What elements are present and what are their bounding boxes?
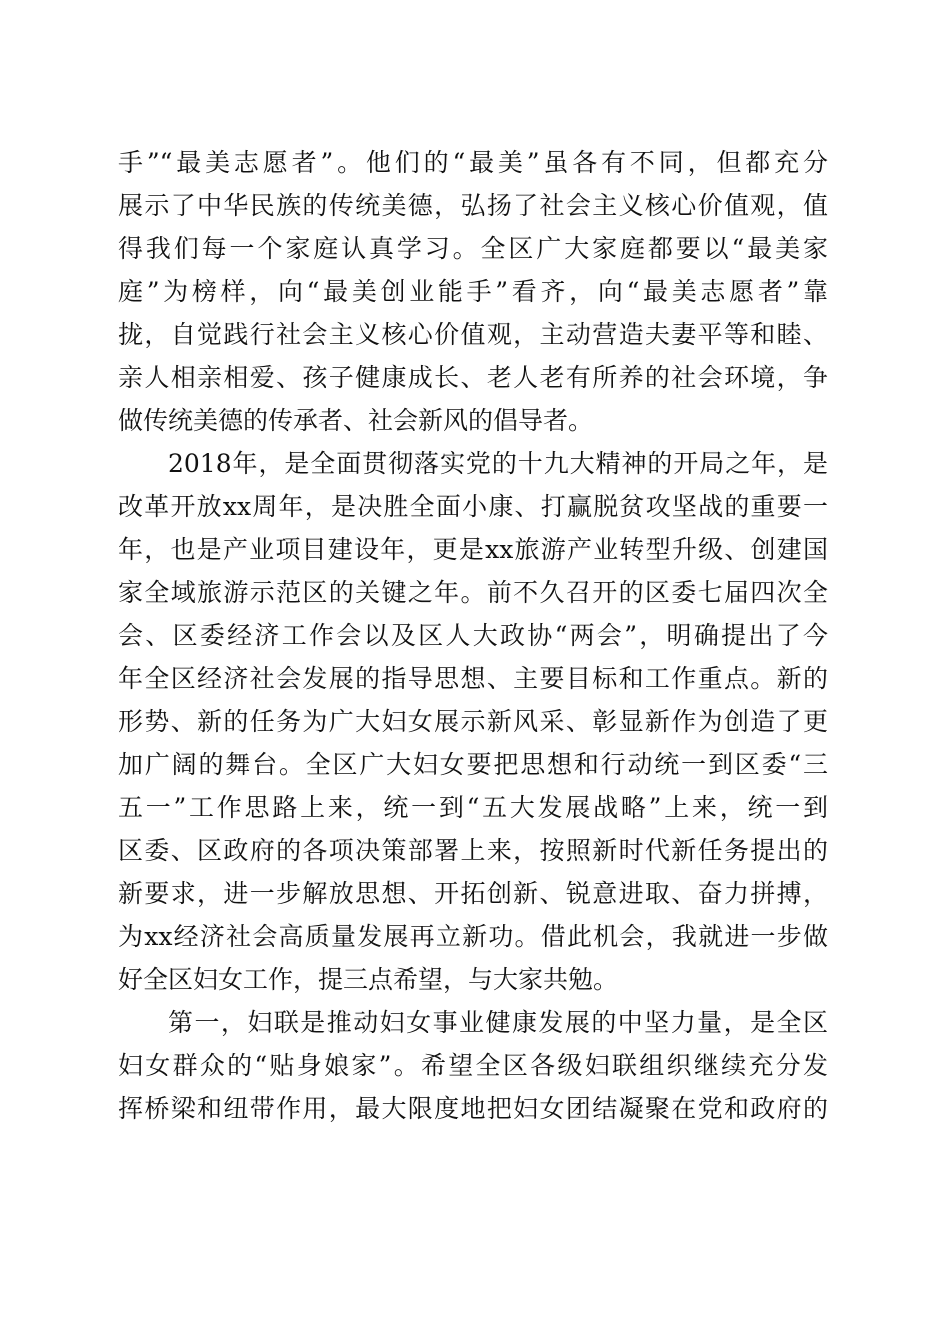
paragraph-2-line-12: 为xx经济社会高质量发展再立新功。借此机会，我就进一步做 — [118, 922, 828, 951]
paragraph-3-line-3: 挥桥梁和纽带作用，最大限度地把妇女团结凝聚在党和政府的 — [118, 1094, 828, 1123]
paragraph-2-line-7: 形势、新的任务为广大妇女展示新风采、彰显新作为创造了更 — [118, 707, 828, 736]
paragraph-1-line-5: 拢，自觉践行社会主义核心价值观，主动营造夫妻平等和睦、 — [118, 320, 828, 349]
paragraph-1-line-2: 展示了中华民族的传统美德，弘扬了社会主义核心价值观，值 — [118, 191, 828, 220]
paragraph-1-line-7: 做传统美德的传承者、社会新风的倡导者。 — [118, 406, 594, 435]
paragraph-2-line-10: 区委、区政府的各项决策部署上来，按照新时代新任务提出的 — [118, 836, 828, 865]
paragraph-2-line-13: 好全区妇女工作，提三点希望，与大家共勉。 — [118, 965, 619, 994]
paragraph-2-line-4: 家全域旅游示范区的关键之年。前不久召开的区委七届四次全 — [118, 578, 828, 607]
paragraph-2-line-9: 五一”工作思路上来，统一到“五大发展战略”上来，统一到 — [118, 793, 828, 822]
paragraph-3-line-2: 妇女群众的“贴身娘家”。希望全区各级妇联组织继续充分发 — [118, 1051, 828, 1080]
paragraph-1-line-6: 亲人相亲相爱、孩子健康成长、老人老有所养的社会环境，争 — [118, 363, 828, 392]
paragraph-2-line-1: 2018年，是全面贯彻落实党的十九大精神的开局之年，是 — [168, 449, 828, 478]
paragraph-2-line-3: 年，也是产业项目建设年，更是xx旅游产业转型升级、创建国 — [118, 535, 828, 564]
document-body — [118, 141, 828, 1130]
paragraph-3-line-1: 第一，妇联是推动妇女事业健康发展的中坚力量，是全区 — [168, 1008, 828, 1037]
paragraph-1-line-3: 得我们每一个家庭认真学习。全区广大家庭都要以“最美家 — [118, 234, 828, 263]
paragraph-2-line-6: 年全区经济社会发展的指导思想、主要目标和工作重点。新的 — [118, 664, 828, 693]
paragraph-1-line-4: 庭”为榜样，向“最美创业能手”看齐，向“最美志愿者”靠 — [118, 277, 828, 306]
paragraph-2-line-8: 加广阔的舞台。全区广大妇女要把思想和行动统一到区委“三 — [118, 750, 828, 779]
paragraph-2-line-2: 改革开放xx周年，是决胜全面小康、打赢脱贫攻坚战的重要一 — [118, 492, 828, 521]
paragraph-2-line-5: 会、区委经济工作会以及区人大政协“两会”，明确提出了今 — [118, 621, 828, 650]
paragraph-1-line-1: 手”“最美志愿者”。他们的“最美”虽各有不同，但都充分 — [118, 148, 828, 177]
paragraph-2-line-11: 新要求，进一步解放思想、开拓创新、锐意进取、奋力拼搏， — [118, 879, 828, 908]
